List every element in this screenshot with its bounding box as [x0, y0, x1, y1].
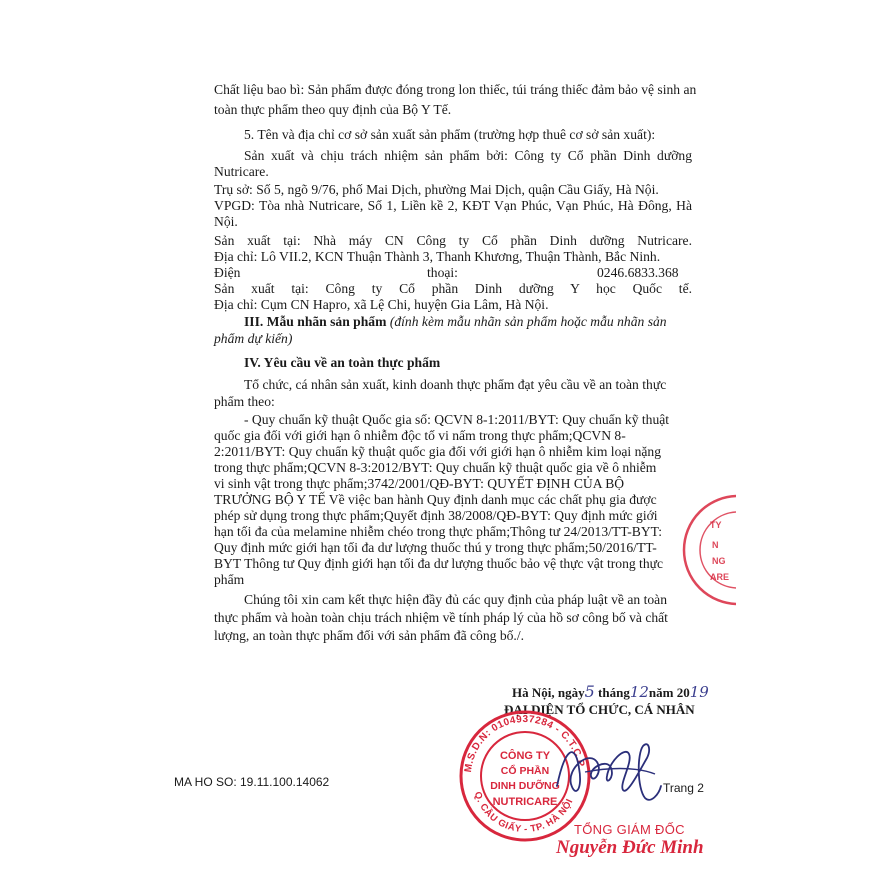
- text-line: Quy định mức giới hạn tối đa dư lượng thuốc thú y trong thực phẩm;50/2016/TT-: [214, 540, 657, 555]
- text-line: thoại:: [427, 265, 458, 280]
- date-month-label: tháng: [598, 685, 630, 700]
- stamp-partial-margin: [676, 492, 736, 612]
- text-line: Chất liệu bao bì: Sản phẩm được đóng trong lon thiếc, túi tráng thiếc đảm bảo vệ sinh an: [214, 82, 697, 97]
- text-line: Địa chỉ: Cụm CN Hapro, xã Lệ Chi, huyện Gia Lâm, Hà Nội.: [214, 297, 549, 312]
- text-line: Chúng tôi xin cam kết thực hiện đầy đủ các quy định của pháp luật về an toàn: [244, 592, 667, 607]
- date-year-label: năm 20: [648, 685, 690, 700]
- section-3-note: (đính kèm mẫu nhãn sản phẩm hoặc mẫu nhãn sản: [389, 314, 667, 329]
- text-line: Sản xuất và chịu trách nhiệm sản phẩm bởi: Công ty Cổ phần Dinh dưỡng: [244, 148, 692, 163]
- representative-label: ĐẠI DIỆN TỔ CHỨC, CÁ NHÂN: [504, 702, 695, 717]
- text-line: TRƯỞNG BỘ Y TẾ Về việc ban hành Quy định danh mục các chất phụ gia được: [214, 492, 657, 507]
- date-prefix: Hà Nội, ngày: [512, 685, 585, 700]
- text-line: trong thực phẩm;QCVN 8-3:2012/BYT: Quy chuẩn kỹ thuật quốc gia về ô nhiễm: [214, 460, 657, 475]
- text-line: Trụ sở: Số 5, ngõ 9/76, phố Mai Dịch, phường Mai Dịch, quận Cầu Giấy, Hà Nội.: [214, 182, 659, 197]
- date-year: 19: [689, 683, 709, 701]
- text-line: - Quy chuẩn kỹ thuật Quốc gia số: QCVN 8-1:2011/BYT: Quy chuẩn kỹ thuật: [244, 412, 670, 427]
- svg-text:TY: TY: [710, 520, 722, 530]
- text-line: Nội.: [214, 214, 238, 229]
- signer-name: Nguyễn Đức Minh: [556, 837, 704, 858]
- svg-text:NG: NG: [712, 556, 726, 566]
- svg-text:N: N: [712, 540, 719, 550]
- handwritten-signature: [545, 728, 665, 818]
- seal-line-1: CÔNG TY: [499, 750, 551, 762]
- section-3-heading: [244, 314, 667, 330]
- phone-number: 0246.6833.368: [597, 265, 679, 280]
- text-line: VPGD: Tòa nhà Nutricare, Số 1, Liền kề 2, KĐT Vạn Phúc, Vạn Phúc, Hà Đông, Hà: [214, 198, 692, 213]
- text-line: Điện: [214, 265, 241, 280]
- text-line: Sản xuất tại: Công ty Cổ phần Dinh dưỡng Y học Quốc tế.: [214, 281, 692, 296]
- svg-text:ARE: ARE: [710, 572, 730, 582]
- text-line: phẩm: [214, 572, 245, 587]
- text-line: lượng, an toàn thực phẩm đối với sản phẩm đã công bố./.: [214, 628, 524, 643]
- seal-line-4: NUTRICARE: [492, 796, 558, 808]
- date-day: 5: [584, 682, 595, 701]
- text-line: Sản xuất tại: Nhà máy CN Công ty Cổ phần Dinh dưỡng Nutricare.: [214, 233, 692, 248]
- text-line: quốc gia đối với giới hạn ô nhiễm độc tố vi nấm trong thực phẩm;QCVN 8-: [214, 428, 626, 443]
- signature-date: [512, 684, 709, 701]
- page-number: Trang 2: [663, 781, 704, 795]
- text-line: phép sử dụng trong thực phẩm;Quyết định 38/2008/QĐ-BYT: Quy định mức giới: [214, 508, 658, 523]
- seal-line-2: CỔ PHẦN: [500, 765, 550, 777]
- ma-ho-so: MA HO SO: 19.11.100.14062: [174, 775, 330, 789]
- text-line: vi sinh vật trong thực phẩm;3742/2001/QĐ-BYT: QUYẾT ĐỊNH CỦA BỘ: [214, 476, 625, 491]
- section-4-heading: IV. Yêu cầu về an toàn thực phẩm: [244, 355, 441, 370]
- text-line: Địa chỉ: Lô VII.2, KCN Thuận Thành 3, Thanh Khương, Thuận Thành, Bắc Ninh.: [214, 249, 661, 264]
- section-3-note-cont: phẩm dự kiến): [214, 331, 293, 346]
- section-5-heading: 5. Tên và địa chỉ cơ sở sản xuất sản phẩm (trường hợp thuê cơ sở sản xuất):: [244, 127, 656, 142]
- text-line: toàn thực phẩm theo quy định của Bộ Y Tế.: [214, 102, 452, 117]
- date-month: 12: [629, 683, 649, 701]
- seal-ring-text: M.S.D.N: 0104937284 - C.T.C.P: [463, 713, 587, 774]
- text-line: Tổ chức, cá nhân sản xuất, kinh doanh thực phẩm đạt yêu cầu về an toàn thực: [244, 377, 667, 392]
- seal-bottom-text: Q. CẦU GIẤY - TP. HÀ NỘI: [471, 790, 576, 836]
- text-line: 2:2011/BYT: Quy chuẩn kỹ thuật quốc gia đối với giới hạn ô nhiễm kim loại nặng: [214, 444, 662, 459]
- text-line: BYT Thông tư Quy định giới hạn tối đa dư lượng thuốc bảo vệ thực vật trong thực: [214, 556, 664, 571]
- text-line: hạn tối đa của melamine nhiễm chéo trong thực phẩm;Thông tư 24/2013/TT-BYT:: [214, 524, 663, 539]
- section-3-title: III. Mẫu nhãn sản phẩm: [244, 314, 387, 329]
- text-line: Nutricare.: [214, 164, 269, 179]
- seal-line-3: DINH DƯỠNG: [490, 780, 560, 792]
- signer-title: TỔNG GIÁM ĐỐC: [574, 822, 685, 837]
- text-line: phẩm theo:: [214, 394, 275, 409]
- text-line: thực phẩm và hoàn toàn chịu trách nhiệm về tính pháp lý của hồ sơ công bố và chất: [214, 610, 668, 625]
